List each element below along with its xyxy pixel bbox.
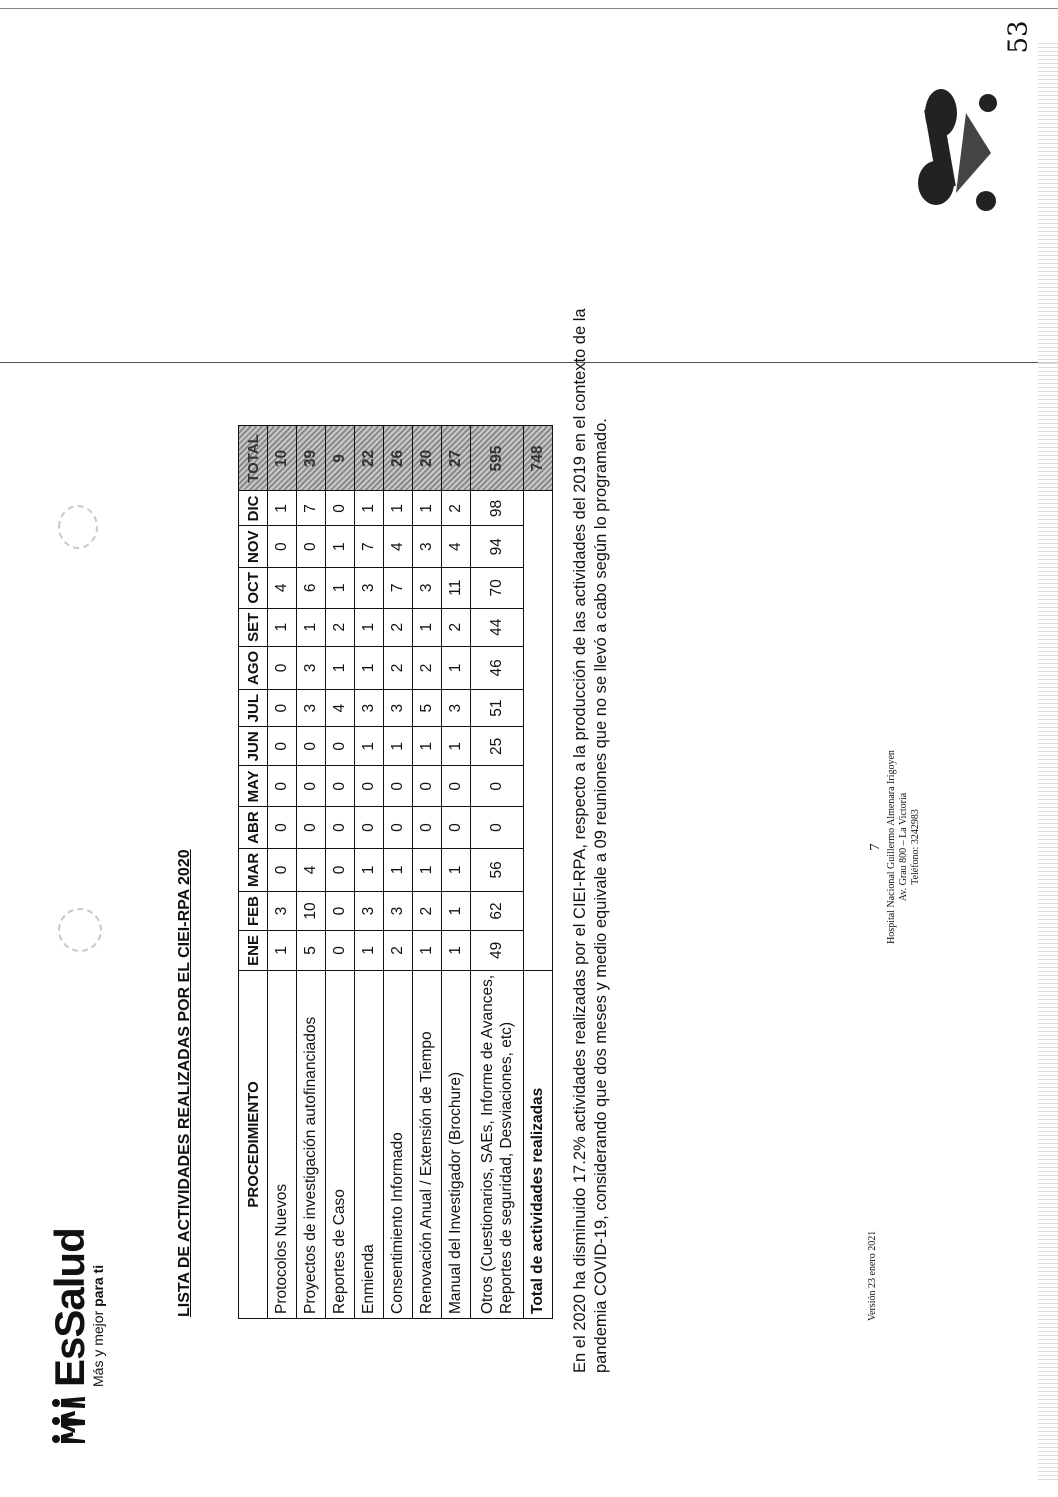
month-value-cell: 3 — [355, 690, 384, 727]
table-row — [297, 426, 326, 1319]
month-value-cell: 25 — [471, 727, 524, 766]
month-value-cell: 0 — [471, 807, 524, 849]
month-value-cell: 3 — [384, 690, 413, 727]
header-month: ENE — [239, 931, 268, 971]
month-value-cell: 44 — [471, 608, 524, 646]
header-total: TOTAL — [239, 426, 268, 491]
header-month: AGO — [239, 646, 268, 689]
logo-tagline-bold: para ti — [90, 1264, 106, 1307]
month-value-cell: 1 — [442, 646, 471, 689]
month-value-cell: 70 — [471, 567, 524, 608]
month-value-cell: 1 — [442, 931, 471, 971]
month-value-cell: 2 — [413, 646, 442, 689]
month-value-cell: 56 — [471, 848, 524, 891]
row-total-cell: 595 — [471, 426, 524, 491]
month-value-cell: 7 — [355, 526, 384, 568]
footer-address-block — [870, 727, 922, 967]
month-value-cell: 62 — [471, 892, 524, 931]
header-month: JUN — [239, 727, 268, 766]
month-value-cell: 0 — [355, 766, 384, 807]
month-value-cell: 1 — [326, 567, 355, 608]
month-value-cell: 1 — [355, 848, 384, 891]
header-month: FEB — [239, 892, 268, 931]
people-logo-icon — [50, 1393, 90, 1447]
table-row — [471, 426, 524, 1319]
footer-phone: Teléfono: 3242983 — [910, 809, 921, 885]
month-value-cell: 0 — [326, 848, 355, 891]
month-value-cell: 0 — [384, 807, 413, 849]
month-value-cell: 0 — [297, 807, 326, 849]
month-value-cell: 0 — [268, 727, 297, 766]
month-value-cell: 3 — [297, 646, 326, 689]
logo-tagline-light: Más y mejor — [90, 1310, 106, 1387]
total-row — [524, 426, 553, 1319]
header-month: OCT — [239, 567, 268, 608]
month-value-cell: 7 — [297, 491, 326, 526]
month-value-cell: 49 — [471, 931, 524, 971]
month-value-cell: 0 — [268, 807, 297, 849]
table-row — [442, 426, 471, 1319]
table-row — [384, 426, 413, 1319]
table-header-row — [239, 426, 268, 1319]
month-value-cell: 0 — [326, 892, 355, 931]
month-value-cell: 0 — [326, 807, 355, 849]
month-value-cell: 1 — [326, 526, 355, 568]
month-value-cell: 94 — [471, 526, 524, 568]
month-value-cell: 1 — [297, 608, 326, 646]
month-value-cell: 2 — [442, 491, 471, 526]
activities-table — [238, 425, 553, 1319]
table-row — [268, 426, 297, 1319]
grand-total-cell: 748 — [524, 426, 553, 491]
month-value-cell: 6 — [297, 567, 326, 608]
header-month: SET — [239, 608, 268, 646]
row-total-cell: 26 — [384, 426, 413, 491]
row-total-cell: 20 — [413, 426, 442, 491]
header-month: JUL — [239, 690, 268, 727]
header-procedure: PROCEDIMIENTO — [239, 970, 268, 1318]
month-value-cell: 3 — [442, 690, 471, 727]
logo-brand-text: EsSalud — [46, 1228, 93, 1387]
month-value-cell: 0 — [413, 766, 442, 807]
month-value-cell: 3 — [384, 892, 413, 931]
month-value-cell: 0 — [442, 766, 471, 807]
month-value-cell: 0 — [297, 766, 326, 807]
month-value-cell: 1 — [413, 848, 442, 891]
table-row — [413, 426, 442, 1319]
month-value-cell: 0 — [355, 807, 384, 849]
procedure-label: Proyectos de investigación autofinanciados — [297, 970, 326, 1318]
month-value-cell: 1 — [442, 727, 471, 766]
total-label: Total de actividades realizadas — [524, 970, 553, 1318]
month-value-cell: 1 — [413, 491, 442, 526]
month-value-cell: 1 — [326, 646, 355, 689]
summary-paragraph: En el 2020 ha disminuido 17.2% actividades realizadas por el CIEI-RPA, respecto a la producción de las actividades del 2019 en el contexto de la pandemia COVID-19, considerando que dos meses y medio equivale a 09 reuniones que no se llevó a cabo según lo programado. — [571, 308, 610, 1373]
month-value-cell: 51 — [471, 690, 524, 727]
month-value-cell: 0 — [384, 766, 413, 807]
month-value-cell: 0 — [326, 727, 355, 766]
month-value-cell: 1 — [442, 848, 471, 891]
row-total-cell: 9 — [326, 426, 355, 491]
document-title: LISTA DE ACTIVIDADES REALIZADAS POR EL CIEI-RPA 2020 — [176, 849, 193, 1317]
month-value-cell: 1 — [384, 848, 413, 891]
row-total-cell: 39 — [297, 426, 326, 491]
logo-tagline — [90, 1265, 106, 1387]
equipment-emblem-icon — [896, 73, 1006, 223]
procedure-label: Enmienda — [355, 970, 384, 1318]
header-month: DIC — [239, 491, 268, 526]
month-value-cell: 4 — [326, 690, 355, 727]
month-value-cell: 1 — [355, 608, 384, 646]
month-value-cell: 3 — [268, 892, 297, 931]
footer-address: Av. Grau 800 – La Victoria — [898, 792, 909, 902]
procedure-label-line: Otros (Cuestionarios, SAEs, Informe de Avances, — [479, 974, 496, 1314]
month-value-cell: 2 — [384, 646, 413, 689]
month-value-cell: 4 — [384, 526, 413, 568]
month-value-cell: 0 — [268, 690, 297, 727]
month-value-cell: 0 — [326, 766, 355, 807]
month-value-cell: 1 — [384, 491, 413, 526]
month-value-cell: 0 — [268, 766, 297, 807]
month-value-cell: 4 — [442, 526, 471, 568]
month-value-cell: 1 — [268, 491, 297, 526]
month-value-cell: 7 — [384, 567, 413, 608]
month-value-cell: 0 — [413, 807, 442, 849]
month-value-cell: 4 — [268, 567, 297, 608]
month-value-cell: 1 — [355, 646, 384, 689]
footer-page-number: 7 — [868, 843, 883, 851]
faint-stamp — [58, 908, 102, 952]
month-value-cell: 1 — [268, 931, 297, 971]
month-value-cell: 0 — [268, 526, 297, 568]
month-value-cell: 2 — [326, 608, 355, 646]
month-value-cell: 11 — [442, 567, 471, 608]
header-month: NOV — [239, 526, 268, 568]
month-value-cell: 1 — [355, 931, 384, 971]
footer-hospital: Hospital Nacional Guillermo Almenara Irigoyen — [886, 750, 897, 944]
month-value-cell: 2 — [384, 931, 413, 971]
procedure-label: Manual del Investigador (Brochure) — [442, 970, 471, 1318]
month-value-cell: 2 — [384, 608, 413, 646]
header-month: ABR — [239, 807, 268, 849]
total-row-empty — [524, 491, 553, 970]
month-value-cell: 0 — [297, 727, 326, 766]
month-value-cell: 0 — [442, 807, 471, 849]
header-month: MAR — [239, 848, 268, 891]
row-total-cell: 22 — [355, 426, 384, 491]
procedure-label — [471, 970, 524, 1318]
month-value-cell: 10 — [297, 892, 326, 931]
month-value-cell: 3 — [355, 892, 384, 931]
procedure-label: Renovación Anual / Extensión de Tiempo — [413, 970, 442, 1318]
month-value-cell: 3 — [413, 567, 442, 608]
month-value-cell: 5 — [297, 931, 326, 971]
month-value-cell: 46 — [471, 646, 524, 689]
procedure-label: Protocolos Nuevos — [268, 970, 297, 1318]
month-value-cell: 0 — [268, 848, 297, 891]
month-value-cell: 1 — [355, 491, 384, 526]
month-value-cell: 3 — [297, 690, 326, 727]
faint-stamp — [58, 505, 98, 549]
row-total-cell: 27 — [442, 426, 471, 491]
month-value-cell: 2 — [442, 608, 471, 646]
footer-version: Versión 23 enero 2021 — [867, 1230, 878, 1321]
procedure-label-line: Reportes de seguridad, Desviaciones, etc) — [498, 1021, 515, 1314]
month-value-cell: 2 — [413, 892, 442, 931]
header-month: MAY — [239, 766, 268, 807]
month-value-cell: 4 — [297, 848, 326, 891]
month-value-cell: 1 — [355, 727, 384, 766]
row-total-cell: 10 — [268, 426, 297, 491]
month-value-cell: 1 — [442, 892, 471, 931]
month-value-cell: 1 — [413, 931, 442, 971]
month-value-cell: 0 — [326, 491, 355, 526]
handwritten-page-number: 53 — [1003, 20, 1034, 54]
table-row — [355, 426, 384, 1319]
procedure-label: Reportes de Caso — [326, 970, 355, 1318]
procedure-label: Consentimiento Informado — [384, 970, 413, 1318]
month-value-cell: 1 — [413, 608, 442, 646]
month-value-cell: 3 — [413, 526, 442, 568]
month-value-cell: 1 — [384, 727, 413, 766]
month-value-cell: 5 — [413, 690, 442, 727]
table-row — [326, 426, 355, 1319]
month-value-cell: 0 — [471, 766, 524, 807]
month-value-cell: 3 — [355, 567, 384, 608]
month-value-cell: 1 — [268, 608, 297, 646]
month-value-cell: 98 — [471, 491, 524, 526]
month-value-cell: 1 — [413, 727, 442, 766]
month-value-cell: 0 — [297, 526, 326, 568]
month-value-cell: 0 — [268, 646, 297, 689]
month-value-cell: 0 — [326, 931, 355, 971]
